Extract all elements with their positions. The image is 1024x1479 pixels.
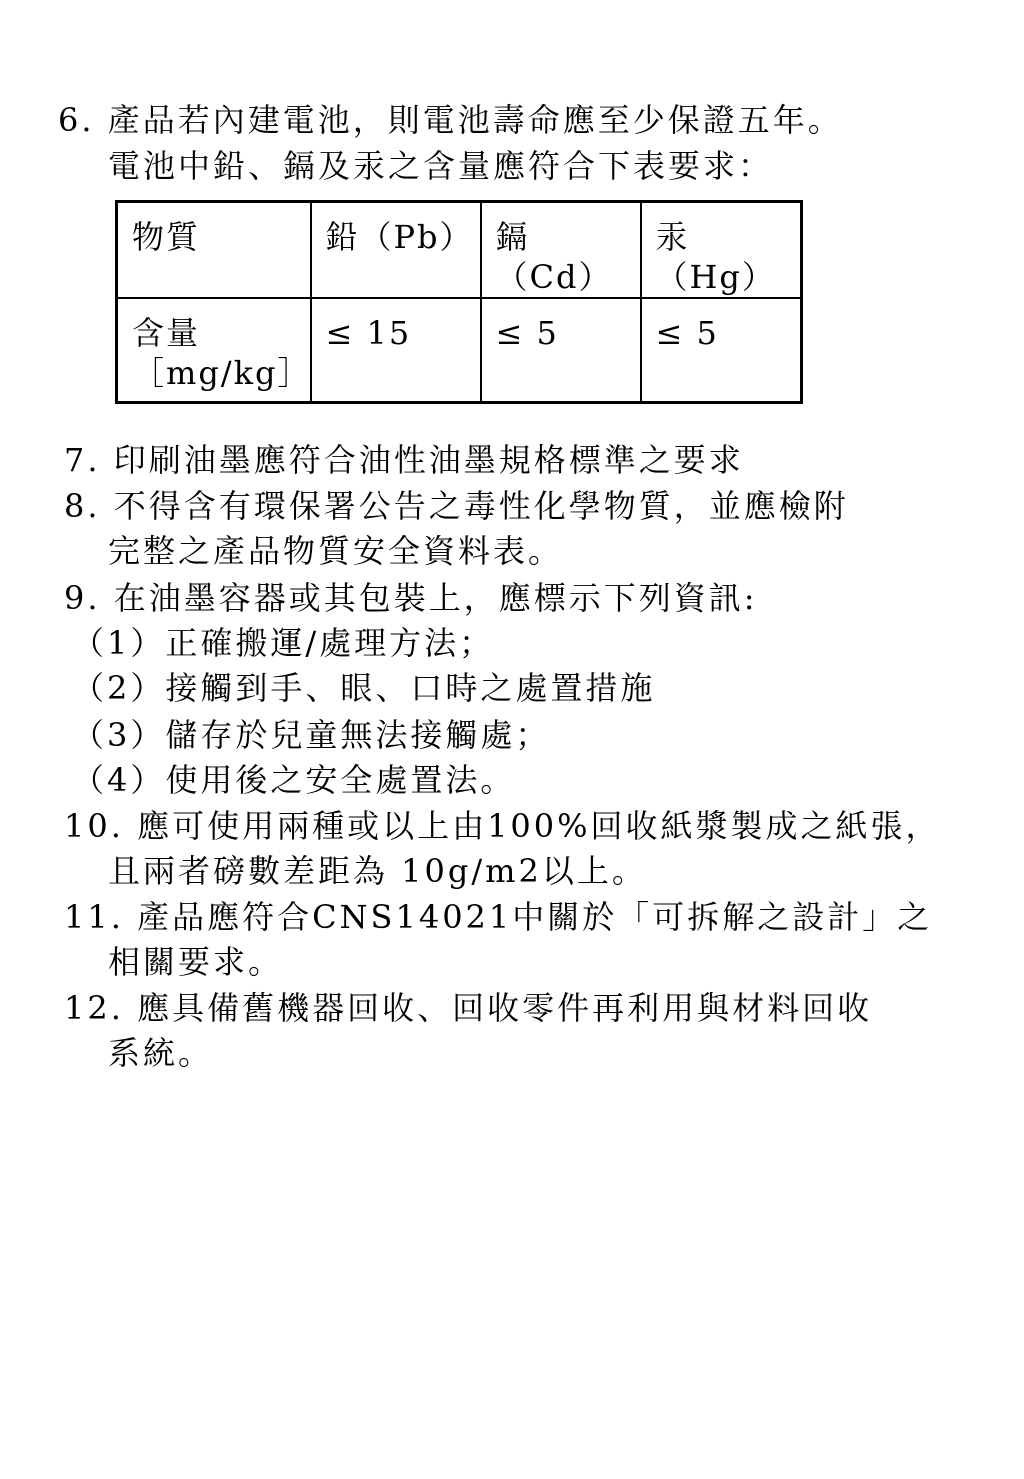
item-11-line-1: 11. 產品應符合CNS14021中關於「可拆解之設計」之 bbox=[64, 898, 933, 936]
battery-content-table bbox=[115, 200, 803, 404]
cell-content-unit: 含量 ［mg/kg］ bbox=[117, 298, 311, 403]
item-12-line-1: 12. 應具備舊機器回收、回收零件再利用與材料回收 bbox=[64, 989, 873, 1027]
item-9-sub-1: （1）正確搬運/處理方法； bbox=[72, 624, 495, 662]
item-8-line-1: 8. 不得含有環保署公告之毒性化學物質，並應檢附 bbox=[64, 487, 849, 525]
item-8-line-2: 完整之產品物質安全資料表。 bbox=[108, 532, 564, 570]
cell-lead-limit: ≤ 15 bbox=[311, 298, 481, 403]
item-10-line-2: 且兩者磅數差距為 10g/m2以上。 bbox=[108, 852, 647, 890]
item-6-line-1: 6. 產品若內建電池，則電池壽命應至少保證五年。 bbox=[58, 101, 843, 139]
item-6-line-2: 電池中鉛、鎘及汞之含量應符合下表要求： bbox=[108, 147, 774, 185]
header-lead: 鉛（Pb） bbox=[311, 202, 481, 299]
item-9-sub-4: （4）使用後之安全處置法。 bbox=[72, 761, 516, 799]
table-header-row bbox=[117, 202, 802, 299]
table-row bbox=[117, 298, 802, 403]
item-11-line-2: 相關要求。 bbox=[108, 943, 284, 981]
item-9-sub-3: （3）儲存於兒童無法接觸處； bbox=[72, 716, 551, 754]
header-mercury: 汞（Hg） bbox=[641, 202, 802, 299]
item-12-line-2: 系統。 bbox=[108, 1034, 214, 1072]
item-10-line-1: 10. 應可使用兩種或以上由100%回收紙漿製成之紙張， bbox=[64, 807, 941, 845]
item-7-line-1: 7. 印刷油墨應符合油性油墨規格標準之要求 bbox=[64, 441, 744, 479]
header-substance: 物質 bbox=[117, 202, 311, 299]
cell-cadmium-limit: ≤ 5 bbox=[481, 298, 641, 403]
header-cadmium: 鎘（Cd） bbox=[481, 202, 641, 299]
item-9-line-1: 9. 在油墨容器或其包裝上，應標示下列資訊: bbox=[64, 579, 758, 617]
cell-mercury-limit: ≤ 5 bbox=[641, 298, 802, 403]
item-9-sub-2: （2）接觸到手、眼、口時之處置措施 bbox=[72, 669, 656, 707]
